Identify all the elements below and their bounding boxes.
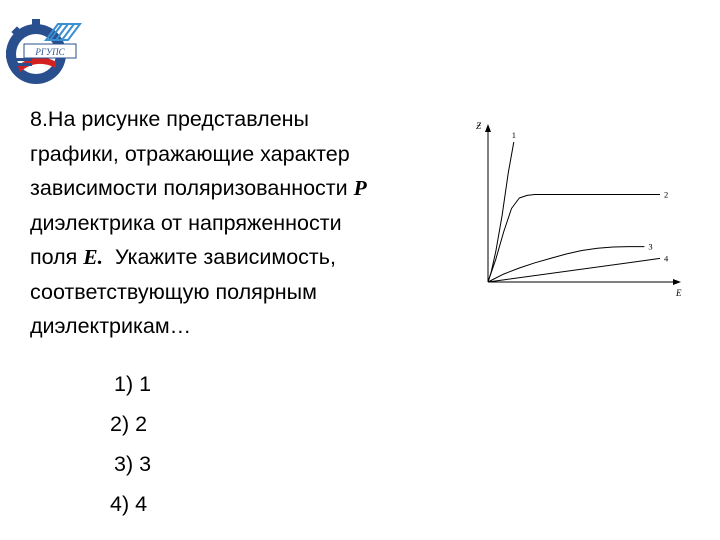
question-line: графики, отражающие характер [30, 141, 350, 166]
question-text [30, 102, 470, 344]
question-line: зависимости поляризованности P [30, 176, 367, 200]
chart-series [488, 142, 660, 282]
symbol-e: E. [83, 245, 104, 269]
question-line: диэлектрикам… [30, 314, 192, 338]
answer-option-3: 3) 3 [114, 452, 152, 476]
chart-labels [476, 121, 682, 298]
y-axis-label: Ƶ [476, 121, 482, 131]
question-line: соответствующую полярным [30, 279, 317, 304]
university-logo [2, 14, 86, 86]
question-line: 8.На рисунке представлены [30, 107, 310, 131]
series-label-2: 2 [664, 189, 669, 200]
series-line-3 [488, 247, 644, 282]
series-label-1: 1 [511, 130, 517, 140]
x-axis-label: E [676, 288, 682, 298]
series-label-3: 3 [648, 241, 653, 252]
answer-option-4: 4) 4 [110, 492, 148, 516]
y-axis-arrow [485, 124, 491, 132]
answer-option-2: 2) 2 [110, 412, 148, 436]
logo-text: РГУПС [35, 47, 65, 57]
question-line: диэлектрика от напряженности [30, 210, 342, 235]
symbol-p: P [353, 176, 367, 200]
answer-option-1: 1) 1 [114, 372, 152, 396]
polarization-chart [470, 112, 690, 302]
x-axis-arrow [673, 279, 681, 285]
question-line: поля E. Укажите зависимость, [30, 245, 336, 269]
series-label-4: 4 [664, 253, 669, 264]
series-line-2 [488, 195, 660, 283]
